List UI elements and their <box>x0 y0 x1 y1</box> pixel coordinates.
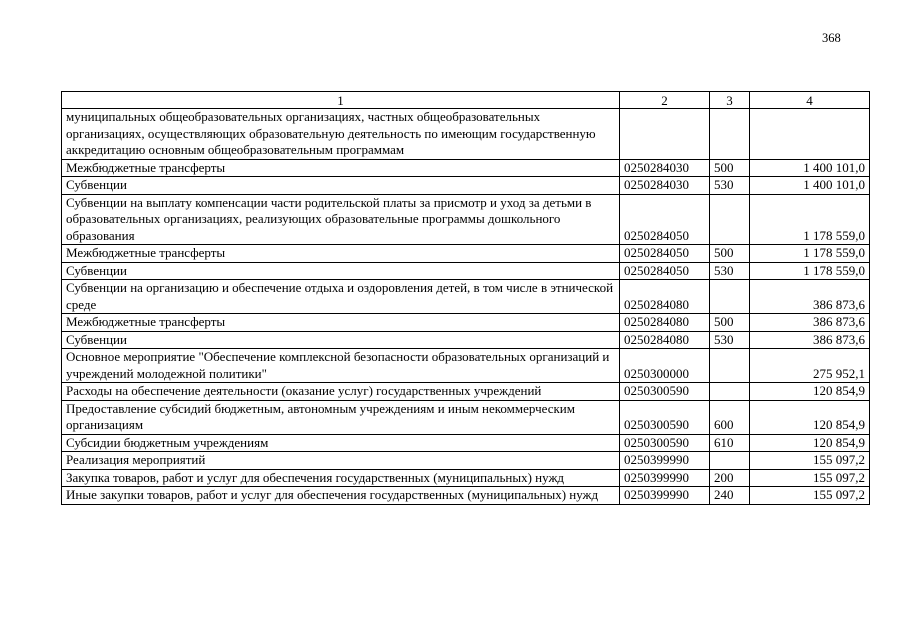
header-col-1: 1 <box>62 92 620 109</box>
table-row <box>62 434 870 452</box>
row-type: 500 <box>710 314 750 332</box>
row-code: 0250399990 <box>620 452 710 470</box>
row-amount: 1 178 559,0 <box>750 194 870 245</box>
row-amount: 386 873,6 <box>750 280 870 314</box>
budget-table <box>61 91 870 505</box>
table-row <box>62 159 870 177</box>
table-row <box>62 331 870 349</box>
row-name: Межбюджетные трансферты <box>62 245 620 263</box>
row-code <box>620 109 710 160</box>
row-name: Субвенции на организацию и обеспечение отдыха и оздоровления детей, в том числе в этнической среде <box>62 280 620 314</box>
row-type: 500 <box>710 245 750 263</box>
row-amount: 1 400 101,0 <box>750 177 870 195</box>
row-type <box>710 349 750 383</box>
table-row <box>62 262 870 280</box>
row-name: Закупка товаров, работ и услуг для обеспечения государственных (муниципальных) нужд <box>62 469 620 487</box>
row-name: Основное мероприятие "Обеспечение комплексной безопасности образовательных организаций и учреждений молодежной политики" <box>62 349 620 383</box>
row-amount: 120 854,9 <box>750 400 870 434</box>
row-type <box>710 194 750 245</box>
row-name: Расходы на обеспечение деятельности (оказание услуг) государственных учреждений <box>62 383 620 401</box>
row-name: Межбюджетные трансферты <box>62 159 620 177</box>
row-type: 610 <box>710 434 750 452</box>
row-amount: 1 178 559,0 <box>750 262 870 280</box>
row-amount: 155 097,2 <box>750 452 870 470</box>
row-type: 600 <box>710 400 750 434</box>
row-code: 0250284030 <box>620 159 710 177</box>
table-row <box>62 109 870 160</box>
row-amount: 155 097,2 <box>750 487 870 505</box>
row-amount: 120 854,9 <box>750 383 870 401</box>
row-amount <box>750 109 870 160</box>
row-code: 0250284080 <box>620 331 710 349</box>
row-name: Субвенции на выплату компенсации части родительской платы за присмотр и уход за детьми в образовательных организациях, реализующих образовательные программы дошкольного образования <box>62 194 620 245</box>
header-col-2: 2 <box>620 92 710 109</box>
table-row <box>62 280 870 314</box>
row-type <box>710 383 750 401</box>
row-name: Реализация мероприятий <box>62 452 620 470</box>
row-code: 0250284030 <box>620 177 710 195</box>
table-row <box>62 349 870 383</box>
header-col-3: 3 <box>710 92 750 109</box>
row-amount: 1 178 559,0 <box>750 245 870 263</box>
row-amount: 275 952,1 <box>750 349 870 383</box>
table-row <box>62 400 870 434</box>
row-code: 0250284050 <box>620 262 710 280</box>
row-amount: 386 873,6 <box>750 331 870 349</box>
row-code: 0250300590 <box>620 383 710 401</box>
page-number: 368 <box>822 31 841 45</box>
row-amount: 155 097,2 <box>750 469 870 487</box>
table-row <box>62 452 870 470</box>
row-amount: 1 400 101,0 <box>750 159 870 177</box>
row-code: 0250284050 <box>620 194 710 245</box>
table-row <box>62 383 870 401</box>
row-type: 500 <box>710 159 750 177</box>
row-type: 530 <box>710 331 750 349</box>
row-name: Субвенции <box>62 262 620 280</box>
row-name: Субвенции <box>62 331 620 349</box>
table-row <box>62 177 870 195</box>
row-name: Иные закупки товаров, работ и услуг для обеспечения государственных (муниципальных) нужд <box>62 487 620 505</box>
row-amount: 120 854,9 <box>750 434 870 452</box>
row-type: 530 <box>710 177 750 195</box>
table-body <box>62 109 870 505</box>
row-type: 530 <box>710 262 750 280</box>
row-code: 0250284050 <box>620 245 710 263</box>
row-type <box>710 109 750 160</box>
row-code: 0250284080 <box>620 280 710 314</box>
row-code: 0250300590 <box>620 434 710 452</box>
row-code: 0250399990 <box>620 487 710 505</box>
row-amount: 386 873,6 <box>750 314 870 332</box>
table-header-row <box>62 92 870 109</box>
table-row <box>62 194 870 245</box>
row-code: 0250399990 <box>620 469 710 487</box>
row-type <box>710 452 750 470</box>
row-name: муниципальных общеобразовательных организациях, частных общеобразовательных организациях, осуществляющих образовательную деятельность по имеющим государственную аккредитацию основным общеобразовательным программам <box>62 109 620 160</box>
row-type: 200 <box>710 469 750 487</box>
row-code: 0250300590 <box>620 400 710 434</box>
row-type <box>710 280 750 314</box>
row-name: Межбюджетные трансферты <box>62 314 620 332</box>
table-row <box>62 245 870 263</box>
row-type: 240 <box>710 487 750 505</box>
table-row <box>62 314 870 332</box>
header-col-4: 4 <box>750 92 870 109</box>
row-name: Субсидии бюджетным учреждениям <box>62 434 620 452</box>
row-name: Предоставление субсидий бюджетным, автономным учреждениям и иным некоммерческим организациям <box>62 400 620 434</box>
row-code: 0250284080 <box>620 314 710 332</box>
table-row <box>62 487 870 505</box>
row-name: Субвенции <box>62 177 620 195</box>
row-code: 0250300000 <box>620 349 710 383</box>
table-row <box>62 469 870 487</box>
